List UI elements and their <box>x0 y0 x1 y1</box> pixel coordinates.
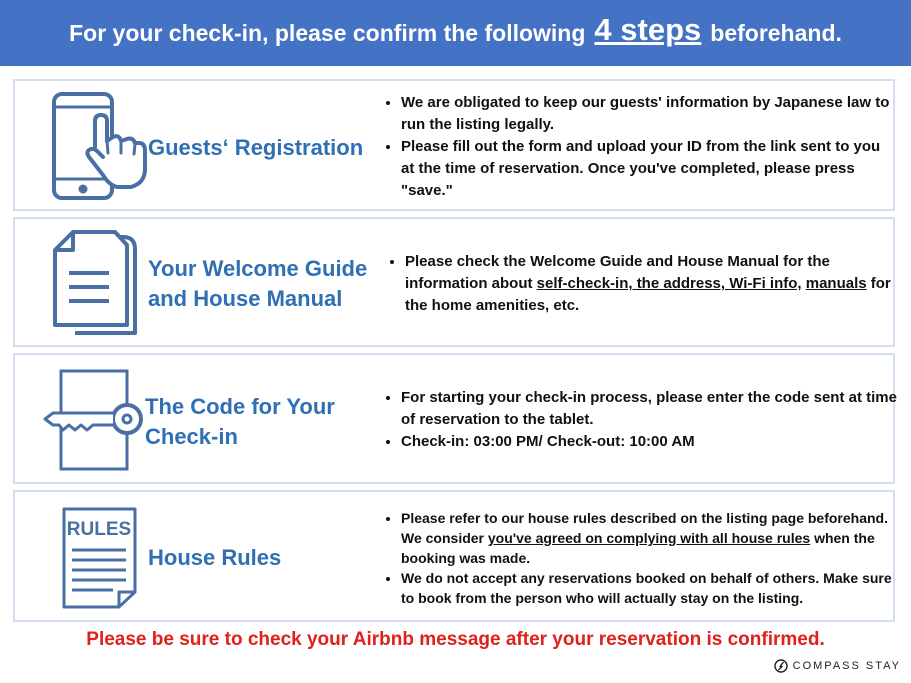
card-title-line2: and House Manual <box>148 286 343 311</box>
card-title: Guests‘ Registration <box>148 135 364 160</box>
list-item: • Please fill out the form and upload your ID from the link sent to you at the time of reservation. Once you've completed, please press "save." <box>401 136 891 202</box>
bullet-text: Please refer to our house rules described on the listing page beforehand. We consider <box>401 510 888 546</box>
underlined-text: manuals <box>805 275 867 292</box>
brand-logo <box>774 659 901 673</box>
rules-icon-label: RULES <box>66 519 132 540</box>
header-steps: 4 steps <box>594 12 702 47</box>
card-title: House Rules <box>148 545 282 570</box>
bullet-list <box>382 92 891 202</box>
bullet-list <box>382 387 901 453</box>
document-icon <box>51 229 141 339</box>
bullet-list <box>386 251 903 317</box>
list-item: • We do not accept any reservations booked on behalf of others. Make sure to book from the person who will actually stay on the listing. <box>401 568 895 608</box>
key-icon <box>43 369 145 473</box>
list-item <box>401 508 895 568</box>
list-item: • We are obligated to keep our guests' information by Japanese law to run the listing legally. <box>401 92 891 136</box>
bullet-list <box>382 508 895 608</box>
header-suffix: beforehand. <box>710 19 842 46</box>
list-item: • Check-in: 03:00 PM/ Check-out: 10:00 AM <box>401 431 901 453</box>
underlined-text: you've agreed on complying with all house rules <box>487 530 811 546</box>
bullet-text: Please check the Welcome Guide and House Manual for the information about <box>405 253 830 292</box>
card-checkin-code <box>13 353 895 484</box>
card-house-rules <box>13 490 895 622</box>
list-item <box>405 251 903 317</box>
underlined-text: self-check-in, the address, Wi-Fi info, <box>536 275 802 292</box>
card-title-line2: Check-in <box>145 424 238 449</box>
header-prefix: For your check-in, please confirm the following <box>69 19 586 46</box>
card-title-line1: Your Welcome Guide <box>148 256 368 281</box>
brand-name: COMPASS STAY <box>792 660 901 672</box>
rules-document-icon <box>61 506 139 610</box>
compass-icon <box>774 659 788 673</box>
bullet-text: for the home amenities, etc. <box>405 275 891 314</box>
card-guest-registration <box>13 79 895 211</box>
card-title-line1: The Code for Your <box>145 394 335 419</box>
header-banner <box>0 0 911 66</box>
smartphone-tap-icon <box>51 91 151 203</box>
list-item: • For starting your check-in process, please enter the code sent at time of reservation to the tablet. <box>401 387 901 431</box>
card-welcome-guide <box>13 217 895 347</box>
bullet-text: when the booking was made. <box>401 530 875 566</box>
footer-notice: Please be sure to check your Airbnb message after your reservation is confirmed. <box>86 629 825 650</box>
